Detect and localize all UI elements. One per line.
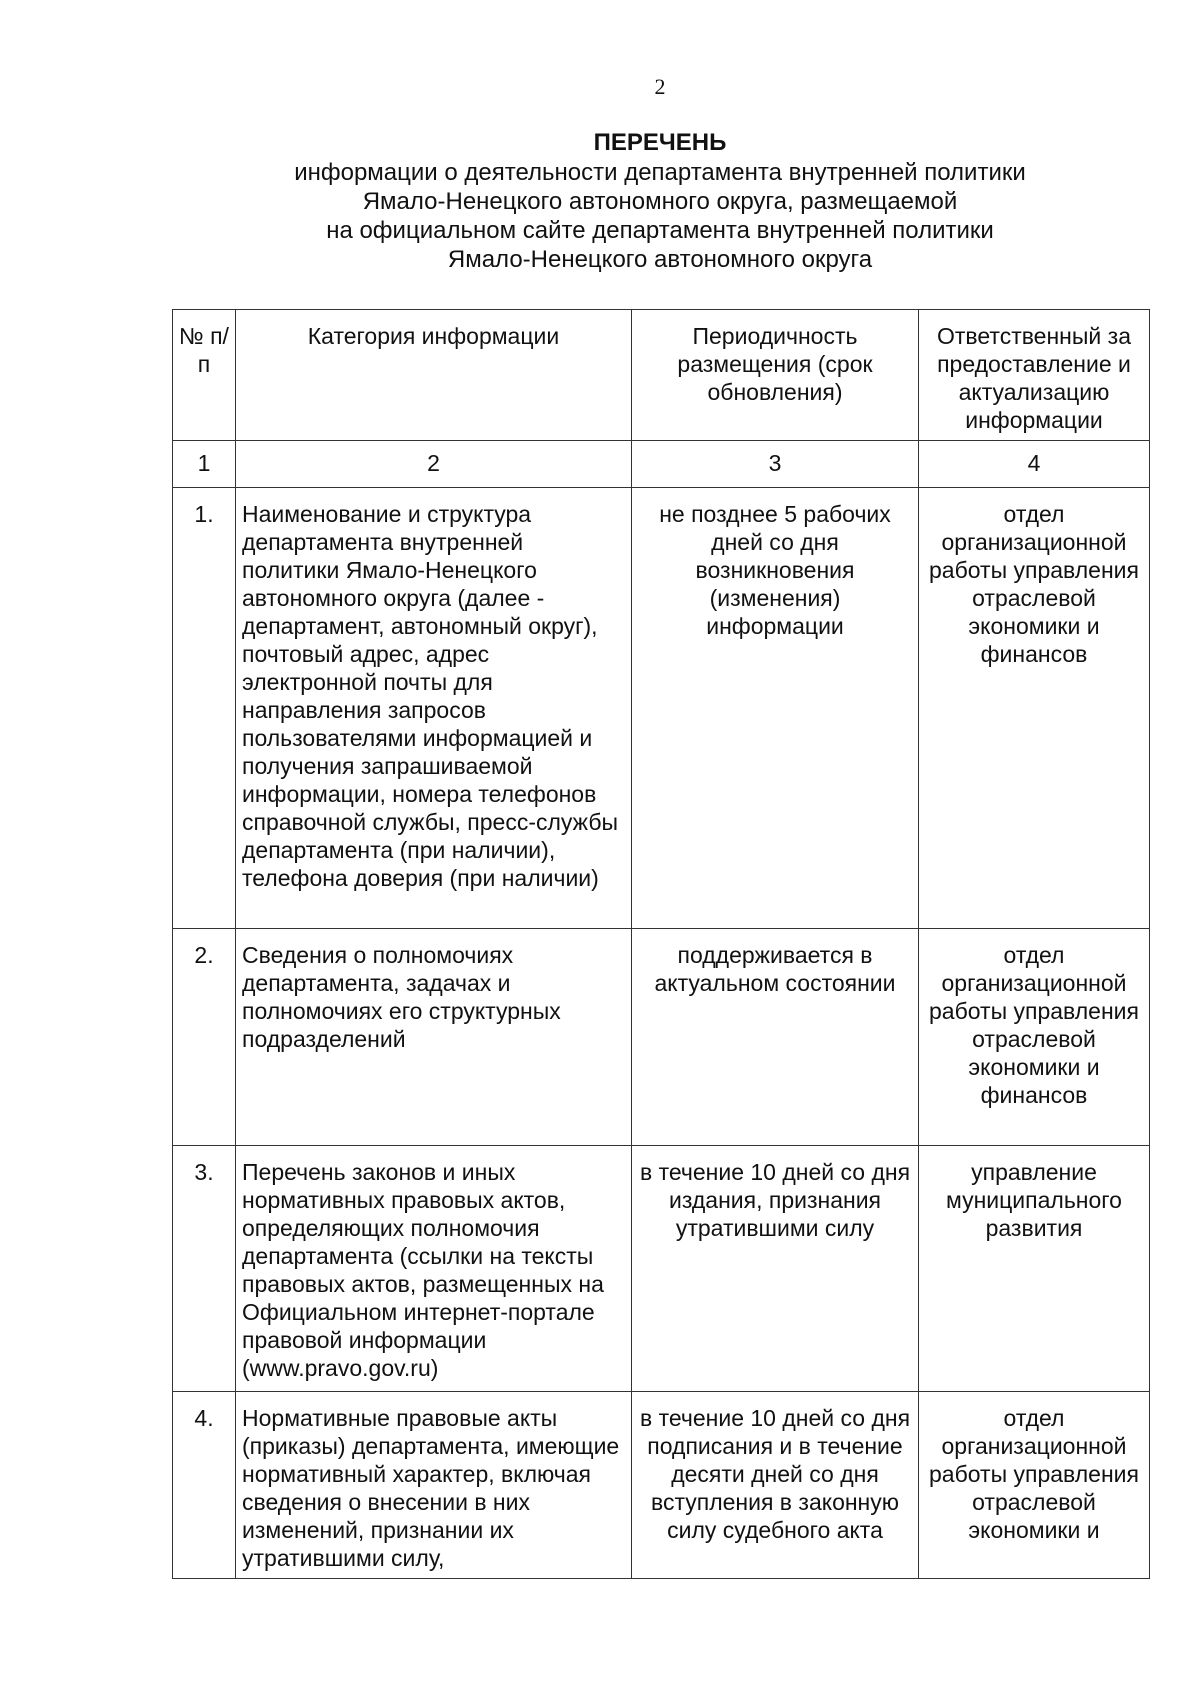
page-number: 2	[654, 74, 666, 99]
title-block	[160, 128, 1160, 274]
header-period: Периодичность размещения (срок обновления)	[632, 310, 919, 441]
row-responsible: отдел организационной работы управления отраслевой экономики и финансов	[919, 929, 1150, 1146]
row-category: Наименование и структура департамента внутренней политики Ямало-Ненецкого автономного округа (далее - департамент, автономный округ), почтовый адрес, адрес электронной почты для направления запросов пользователями информацией и получения запрашиваемой информации, номера телефонов справочной службы, пресс-службы департамента (при наличии), телефона доверия (при наличии)	[236, 488, 632, 929]
document-subtitle	[160, 158, 1160, 274]
row-period: поддерживается в актуальном состоянии	[632, 929, 919, 1146]
column-index: 1	[173, 441, 236, 488]
header-category: Категория информации	[236, 310, 632, 441]
row-category: Перечень законов и иных нормативных правовых актов, определяющих полномочия департамента (ссылки на тексты правовых актов, размещенных на Официальном интернет-портале правовой информации (www.pravo.gov.ru)	[236, 1146, 632, 1392]
table-header-row	[173, 310, 1150, 441]
row-number: 3.	[173, 1146, 236, 1392]
table-row	[173, 1146, 1150, 1392]
document-title: ПЕРЕЧЕНЬ	[593, 129, 727, 156]
subtitle-line: на официальном сайте департамента внутренней политики	[326, 217, 994, 244]
subtitle-line: Ямало-Ненецкого автономного округа, размещаемой	[362, 188, 958, 215]
row-category: Сведения о полномочиях департамента, задачах и полномочиях его структурных подразделений	[236, 929, 632, 1146]
row-category: Нормативные правовые акты (приказы) департамента, имеющие нормативный характер, включая сведения о внесении в них изменений, признании их утратившими силу,	[236, 1392, 632, 1579]
table-row	[173, 1392, 1150, 1579]
column-index: 2	[236, 441, 632, 488]
row-responsible: отдел организационной работы управления отраслевой экономики и	[919, 1392, 1150, 1579]
header-responsible: Ответственный за предоставление и актуализацию информации	[919, 310, 1150, 441]
table-index-row	[173, 441, 1150, 488]
table-row	[173, 929, 1150, 1146]
subtitle-line: информации о деятельности департамента внутренней политики	[294, 159, 1026, 186]
row-responsible: отдел организационной работы управления отраслевой экономики и финансов	[919, 488, 1150, 929]
column-index: 3	[632, 441, 919, 488]
row-period: в течение 10 дней со дня издания, признания утратившими силу	[632, 1146, 919, 1392]
row-period: в течение 10 дней со дня подписания и в течение десяти дней со дня вступления в законную силу судебного акта	[632, 1392, 919, 1579]
row-period: не позднее 5 рабочих дней со дня возникновения (изменения) информации	[632, 488, 919, 929]
column-index: 4	[919, 441, 1150, 488]
subtitle-line: Ямало-Ненецкого автономного округа	[447, 246, 873, 273]
row-number: 2.	[173, 929, 236, 1146]
header-number: № п/п	[173, 310, 236, 441]
row-responsible: управление муниципального развития	[919, 1146, 1150, 1392]
information-table	[172, 309, 1150, 1579]
table-row	[173, 488, 1150, 929]
row-number: 4.	[173, 1392, 236, 1579]
row-number: 1.	[173, 488, 236, 929]
